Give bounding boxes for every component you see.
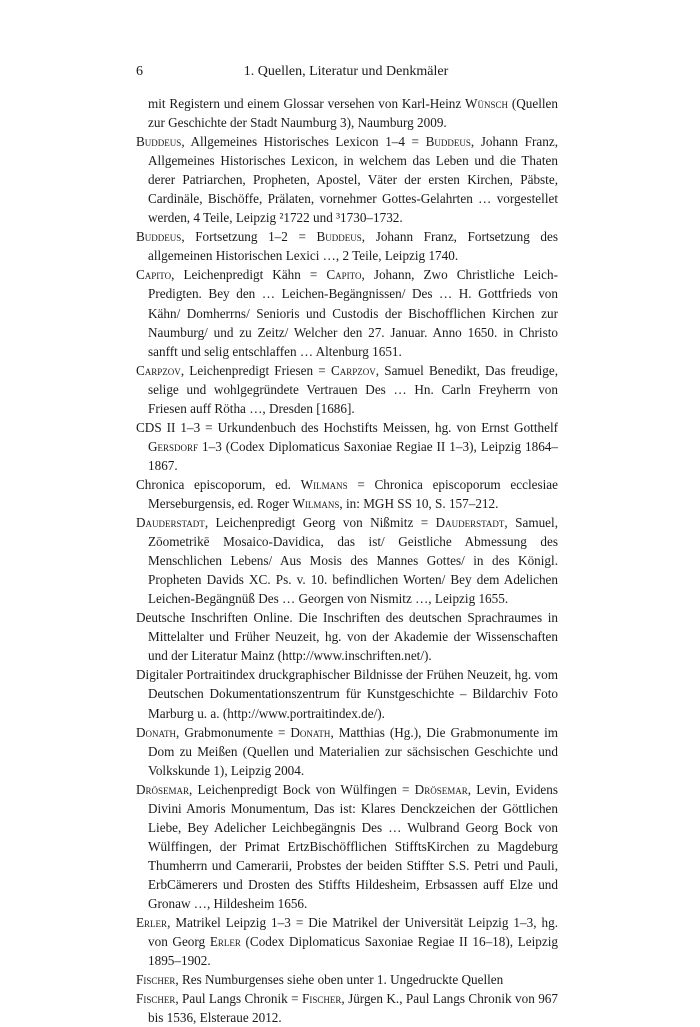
entry-text: , Leichenpredigt Bock von Wülfingen =	[189, 781, 415, 797]
author-name: Capito	[136, 267, 172, 283]
bibliography-entry	[136, 418, 558, 475]
entry-text: , Leichenpredigt Georg von Nißmitz =	[204, 515, 436, 531]
author-name: Carpzov	[330, 362, 376, 378]
author-name: Fischer	[302, 991, 342, 1007]
author-name: Erler	[209, 934, 241, 950]
entry-text: , Res Numburgenses siehe oben unter 1. Ungedruckte Quellen	[175, 972, 504, 988]
bibliography-entry	[136, 780, 558, 913]
entry-text: , Grabmonumente =	[176, 724, 291, 740]
entry-text: (Codex Diplomaticus Saxoniae Regiae II 16–18), Leipzig 1895–1902.	[148, 934, 558, 969]
bibliography-entry	[136, 513, 558, 608]
entry-text: , Levin, Evidens Divini Amoris Monumentum, Das ist: Klares Denckzeichen der Göttlichen Liebe, Bey Adelicher Leichbegängnis Des … Wulbrand Georg Bock von Wülffingen, der Primat ErtzBischöfflichen StifftsKirchen zu Magdeburg Thumherrn und Camerarii, Probstes der beiden Stiffter S.S. Petri und Pauli, ErbCämerers und Drosten des Stiffts Hildesheim, Erbsassen auff Elze und Gronaw …, Hildesheim 1656.	[148, 781, 558, 911]
entry-text: , Samuel, Zōometrikē Mosaico-Davidica, das ist/ Geistliche Abmessung des Menschlichen Lebens/ Aus Mosis des Mannes Gottes/ in des Königl. Propheten Davids XC. Ps. v. 10. befindlichen Worten/ Bey dem Adelichen Leichen-Begängnüß Des … Georgen von Nismitz …, Leipzig 1655.	[148, 515, 558, 607]
entry-text: , Fortsetzung 1–2 =	[181, 229, 317, 245]
entry-text: , Leichenpredigt Friesen =	[180, 362, 331, 378]
entry-text: , Johann Franz, Fortsetzung des allgemeinen Historischen Lexici …, 2 Teile, Leipzig 1740.	[148, 229, 558, 264]
author-name: Donath	[136, 724, 177, 740]
entry-text: 1–3 (Codex Diplomaticus Saxoniae Regiae II 1–3), Leipzig 1864–1867.	[148, 438, 558, 473]
entry-text: Deutsche Inschriften Online. Die Inschriften des deutschen Sprachraumes in Mittelalter und Früher Neuzeit, hg. von der Akademie der Wissenschaften und der Literatur Mainz (http://www.inschriften.net/).	[136, 610, 558, 664]
page-header	[136, 64, 556, 84]
author-name: Gersdorf	[148, 438, 199, 454]
entry-text: , in: MGH SS 10, S. 157–212.	[339, 495, 499, 511]
author-name: Drösemar	[136, 781, 190, 797]
bibliography-entry	[136, 227, 558, 265]
bibliography-entry	[136, 970, 558, 989]
entry-text: , Johann, Zwo Christliche Leich-Predigten. Bey den … Leichen-Begängnissen/ Des … H. Gottfrieds von Kähn/ Domherrns/ Senioris und Custodis der Bischofflichen Kirchen zur Naumburg/ und zu Zeitz/ Welcher den 27. Januar. Anno 1650. in Christo sanfft und selig entschlaffen … Altenburg 1651.	[148, 267, 558, 359]
author-name: Buddeus	[316, 229, 362, 245]
entry-text: Digitaler Portraitindex druckgraphischer Bildnisse der Frühen Neuzeit, hg. vom Deutschen Dokumentationszentrum für Kunstgeschichte – Bildarchiv Foto Marburg u. a. (http://www.portraitindex.de/).	[136, 667, 558, 721]
bibliography-entry	[136, 608, 558, 665]
bibliography-entry	[136, 665, 558, 722]
author-name: Wilmans	[300, 476, 348, 492]
running-head: 1. Quellen, Literatur und Denkmäler	[243, 64, 449, 79]
author-name: Dauderstadt	[136, 515, 205, 531]
bibliography-entry	[136, 989, 558, 1027]
page-number: 6	[136, 64, 143, 79]
entry-text: , Matthias (Hg.), Die Grabmonumente im Dom zu Meißen (Quellen und Materialien zur sächsischen Geschichte und Volkskunde 1), Leipzig 2004.	[148, 724, 558, 778]
bibliography-list	[136, 94, 558, 1027]
entry-text: , Samuel Benedikt, Das freudige, selige und wohlgegründete Vertrauen Des … Hn. Carln Freyherrn von Friesen auff Rötha …, Dresden [1686].	[148, 362, 558, 416]
entry-text: , Johann Franz, Allgemeines Historisches Lexicon, in welchem das Leben und die Thaten derer Patriarchen, Propheten, Apostel, Väter der ersten Kirchen, Päbste, Cardinäle, Bischöffe, Prälaten, vornehmer Gottes-Gelahrten … vorgestellet werden, 4 Teile, Leipzig ²1722 und ³1730–1732.	[148, 134, 559, 226]
bibliography-entry	[136, 132, 558, 227]
entry-text: , Allgemeines Historisches Lexicon 1–4 =	[181, 134, 426, 150]
author-name: Dauderstadt	[435, 515, 505, 531]
author-name: Carpzov	[136, 362, 181, 378]
entry-text: , Paul Langs Chronik =	[175, 991, 303, 1007]
bibliography-entry	[136, 361, 558, 418]
bibliography-entry	[136, 723, 558, 780]
author-name: Donath	[290, 724, 331, 740]
entry-text: , Jürgen K., Paul Langs Chronik von 967 bis 1536, Elsteraue 2012.	[148, 991, 558, 1026]
author-name: Buddeus	[136, 134, 182, 150]
author-name: Fischer	[136, 991, 176, 1007]
entry-text: , Matrikel Leipzig 1–3 = Die Matrikel der Universität Leipzig 1–3, hg. von Georg	[148, 915, 558, 950]
author-name: Erler	[136, 915, 168, 931]
entry-text: = Chronica episcoporum ecclesiae Merseburgensis, ed. Roger	[148, 476, 558, 511]
author-name: Wilmans	[292, 495, 340, 511]
bibliography-entry	[136, 475, 558, 513]
author-name: Wünsch	[465, 96, 509, 111]
author-name: Capito	[326, 267, 362, 283]
author-name: Fischer	[136, 972, 176, 988]
entry-text: (Quellen zur Geschichte der Stadt Naumburg 3), Naumburg 2009.	[148, 96, 558, 131]
author-name: Buddeus	[136, 229, 182, 245]
author-name: Drösemar	[414, 781, 468, 797]
entry-text: Chronica episcoporum, ed.	[136, 476, 301, 492]
entry-text: CDS II 1–3 = Urkundenbuch des Hochstifts Meissen, hg. von Ernst Gotthelf	[136, 419, 558, 435]
bibliography-entry-continuation	[136, 94, 558, 132]
bibliography-entry	[136, 913, 558, 970]
entry-text: , Leichenpredigt Kähn =	[171, 267, 327, 283]
author-name: Buddeus	[425, 134, 471, 150]
bibliography-entry	[136, 265, 558, 360]
entry-text: mit Registern und einem Glossar versehen von Karl-Heinz	[148, 96, 466, 111]
